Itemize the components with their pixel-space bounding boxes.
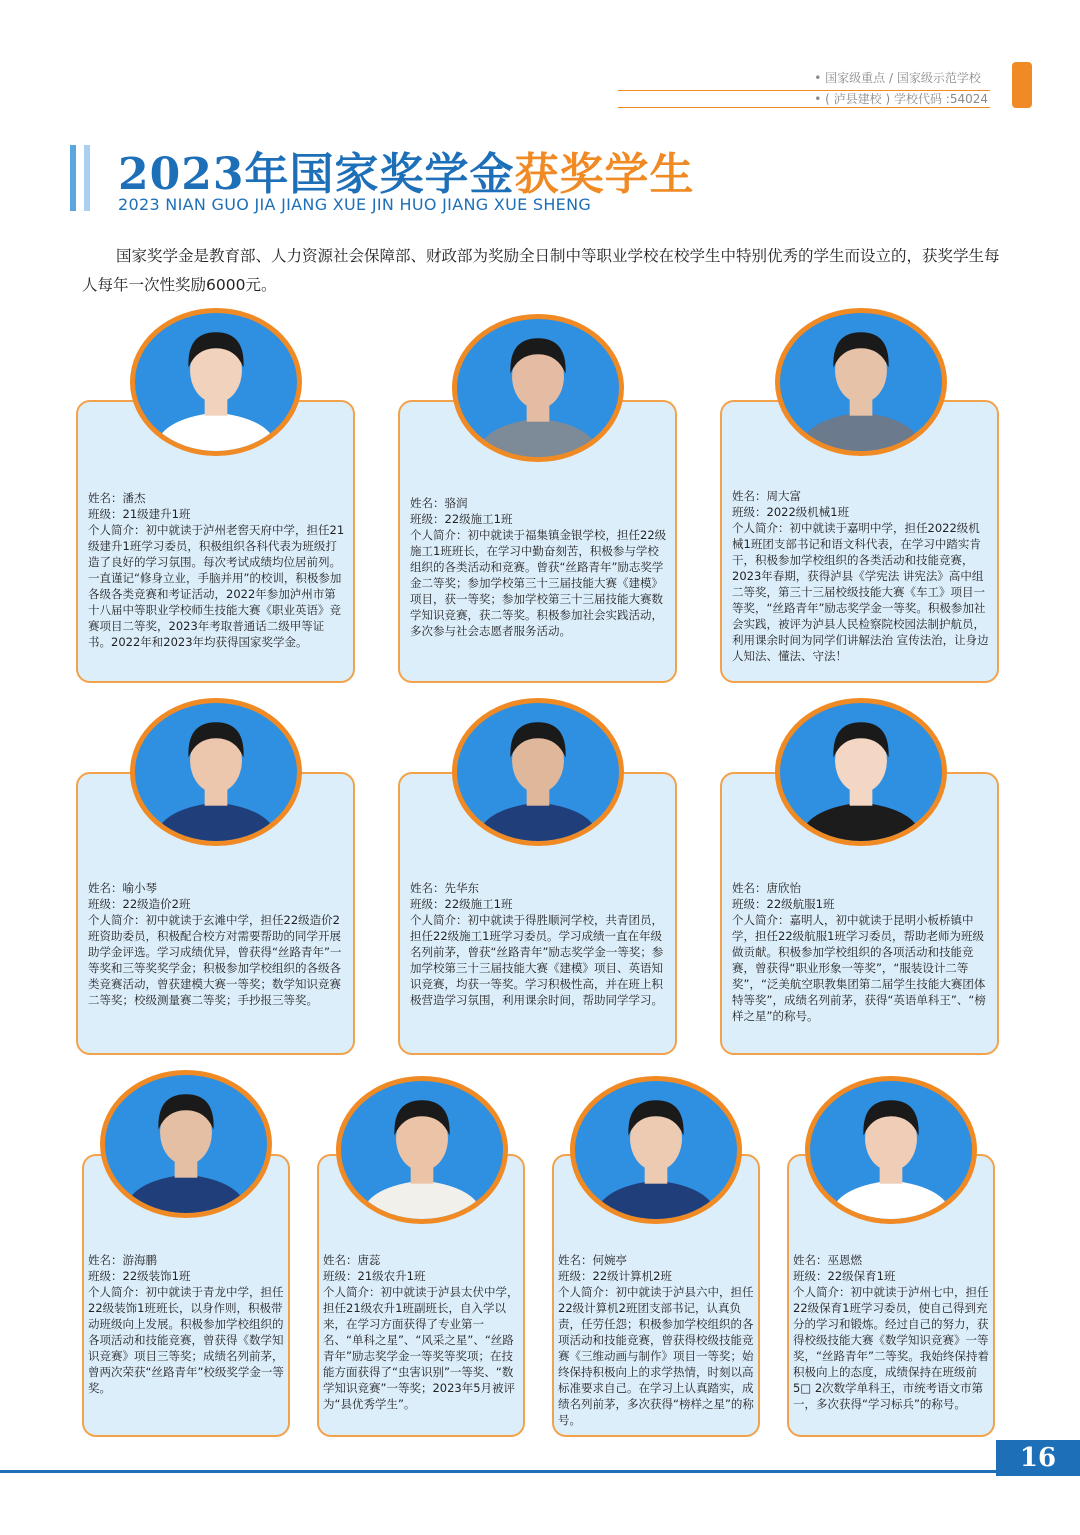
- student-bio: 个人简介：初中就读于玄滩中学，担任22级造价2班资助委员，积极配合校方对需要帮助的同学开展助学金评选。学习成绩优异，曾获得“丝路青年”一等奖和三等奖奖学金；积极参加学校组织的各级各类竞赛活动，曾获建模大赛一等奖；数学知识竞赛二等奖；校级测量赛二等奖；手抄报三等奖。: [88, 913, 342, 1007]
- student-info: [88, 880, 346, 1008]
- student-bio: 个人简介：初中就读于青龙中学，担任22级装饰1班班长，以身作则，积极带动班级向上发展。积极参加学校组织的各项活动和技能竞赛，曾获得《数学知识竞赛》项目三等奖；成绩名列前茅，曾两次荣获“丝路青年”校级奖学金一等奖。: [88, 1285, 284, 1395]
- student-bio: 个人简介：嘉明人，初中就读于昆明小板桥镇中学，担任22级航服1班学习委员，帮助老师为班级做贡献。积极参加学校组织的各项活动和技能竞赛，曾获得“职业形象一等奖”，“服装设计二等奖”，“泛美航空职教集团第二届学生技能大赛团体特等奖”，成绩名列前茅，获得“英语单科王”、“榜样之星”的称号。: [732, 913, 986, 1023]
- student-name: 姓名：骆润: [410, 496, 468, 510]
- student-info: [88, 1252, 284, 1396]
- student-class: 班级：22级施工1班: [410, 897, 513, 911]
- portrait-silhouette: [780, 313, 942, 451]
- student-bio: 个人简介：初中就读于泸县六中，担任22级计算机2班团支部书记，认真负责，任劳任怨；积极参加学校组织的各项活动和技能竞赛，曾获得校级技能竞赛《三维动画与制作》项目一等奖；始终保持积极向上的求学热情，时刻以高标准要求自己。在学习上认真踏实，成绩名列前茅，多次获得“榜样之星”的称号。: [558, 1285, 754, 1427]
- student-info: [732, 488, 990, 664]
- student-name: 姓名：何婉亭: [558, 1253, 627, 1267]
- student-info: [558, 1252, 754, 1428]
- portrait-silhouette: [575, 1081, 737, 1219]
- student-class: 班级：22级保育1班: [793, 1269, 896, 1283]
- title-accent-bar-light: [84, 145, 90, 211]
- header-divider-2: [618, 107, 990, 108]
- footer-line: [0, 1470, 996, 1473]
- portrait-silhouette: [780, 703, 942, 841]
- student-info: [410, 880, 668, 1008]
- student-name: 姓名：喻小琴: [88, 881, 157, 895]
- student-photo: [775, 698, 947, 846]
- student-photo: [130, 308, 302, 456]
- student-name: 姓名：先华东: [410, 881, 479, 895]
- student-class: 班级：2022级机械1班: [732, 505, 850, 519]
- student-photo: [570, 1076, 742, 1224]
- student-class: 班级：21级农升1班: [323, 1269, 426, 1283]
- portrait-silhouette: [135, 313, 297, 451]
- student-name: 姓名：潘杰: [88, 491, 146, 505]
- title-accent-bar: [70, 145, 76, 211]
- student-info: [410, 495, 668, 639]
- student-photo: [336, 1076, 508, 1224]
- student-class: 班级：22级计算机2班: [558, 1269, 672, 1283]
- portrait-silhouette: [135, 703, 297, 841]
- student-info: [88, 490, 346, 650]
- header-divider-1: [618, 90, 990, 91]
- student-bio: 个人简介：初中就读于泸州老窖天府中学，担任21级建升1班学习委员，积极组织各科代表为班级打造了良好的学习氛围。每次考试成绩均位居前列。一直谨记“修身立业，手脑并用”的校训，积极参加各级各类竞赛和考证活动，2022年参加泸州市第十八届中等职业学校师生技能大赛《职业英语》竞赛项目二等奖，2023年考取普通话二级甲等证书。2022年和2023年均获得国家奖学金。: [88, 523, 345, 649]
- header-line-1: • 国家级重点 / 国家级示范学校: [814, 71, 981, 85]
- title-part-orange: 获奖学生: [514, 149, 695, 200]
- student-photo: [100, 1070, 272, 1218]
- student-name: 姓名：巫恩燃: [793, 1253, 862, 1267]
- student-bio: 个人简介：初中就读于得胜顺河学校，共青团员，担任22级施工1班学习委员。学习成绩一直在年级名列前茅，曾获“丝路青年”励志奖学金一等奖；参加学校第三十三届技能大赛《建模》项目、英语知识竞赛，均获一等奖。学习积极性高，并在班上积极营造学习氛围，利用课余时间，帮助同学学习。: [410, 913, 664, 1007]
- portrait-silhouette: [457, 319, 619, 457]
- page-title: [118, 138, 694, 202]
- student-bio: 个人简介：初中就读于泸州七中，担任22级保育1班学习委员，使自己得到充分的学习和锻炼。经过自己的努力，获得校级技能大赛《数学知识竞赛》一等奖，“丝路青年”二等奖。我始终保持着积极向上的态度，成绩保持在班级前5□ 2次数学单科王，市统考语文市第一，多次获得“学习标兵”的称号。: [793, 1285, 989, 1411]
- student-class: 班级：22级施工1班: [410, 512, 513, 526]
- student-photo: [452, 314, 624, 462]
- page-subtitle: 2023 NIAN GUO JIA JIANG XUE JIN HUO JIANG XUE SHENG: [118, 195, 592, 214]
- student-photo: [130, 698, 302, 846]
- corner-tab: [1012, 62, 1032, 108]
- student-name: 姓名：唐蕊: [323, 1253, 381, 1267]
- student-class: 班级：22级航服1班: [732, 897, 835, 911]
- portrait-silhouette: [457, 703, 619, 841]
- portrait-silhouette: [810, 1081, 972, 1219]
- student-class: 班级：22级造价2班: [88, 897, 191, 911]
- student-bio: 个人简介：初中就读于福集镇金银学校，担任22级施工1班班长，在学习中勤奋刻苦，积极参与学校组织的各类活动和竞赛。曾获“丝路青年”励志奖学金二等奖；参加学校第三十三届技能大赛《建模》项目，获一等奖；参加学校第三十三届技能大赛数学知识竞赛，获二等奖。积极参加社会实践活动，多次参与社会志愿者服务活动。: [410, 528, 667, 638]
- header-line-2: • ( 泸县建校 ) 学校代码 :54024: [814, 92, 988, 106]
- portrait-silhouette: [341, 1081, 503, 1219]
- student-name: 姓名：周大富: [732, 489, 801, 503]
- student-name: 姓名：游海鹏: [88, 1253, 157, 1267]
- student-info: [793, 1252, 989, 1412]
- student-photo: [775, 308, 947, 456]
- page-number: 16: [996, 1440, 1080, 1476]
- student-info: [323, 1252, 519, 1412]
- intro-paragraph: 国家奖学金是教育部、人力资源社会保障部、财政部为奖励全日制中等职业学校在校学生中特别优秀的学生而设立的，获奖学生每人每年一次性奖励6000元。: [82, 247, 1000, 294]
- student-name: 姓名：唐欣怡: [732, 881, 801, 895]
- title-part-blue: 2023年国家奖学金: [118, 149, 515, 200]
- student-class: 班级：21级建升1班: [88, 507, 191, 521]
- school-header: [814, 68, 988, 110]
- student-bio: 个人简介：初中就读于嘉明中学，担任2022级机械1班团支部书记和语文科代表，在学习中踏实肯干，积极参加学校组织的各类活动和技能竞赛，2023年春期，获得泸县《学宪法 讲宪法》高中组二等奖，第三十三届校级技能大赛《车工》项目一等奖，“丝路青年”励志奖学金一等奖。积极参加社会实践，被评为泸县人民检察院校园法制护航员，利用课余时间为同学们讲解法治 宣传法治，让身边人知法、懂法、守法！: [732, 521, 989, 663]
- portrait-silhouette: [105, 1075, 267, 1213]
- student-photo: [805, 1076, 977, 1224]
- student-bio: 个人简介：初中就读于泸县太伏中学，担任21级农升1班副班长，自入学以来，在学习方面获得了专业第一名、“单科之星”、“风采之星”、“丝路青年”励志奖学金一等奖等奖项；在技能方面获得了“虫害识别”一等奖、“数学知识竞赛”一等奖；2023年5月被评为“县优秀学生”。: [323, 1285, 519, 1411]
- student-info: [732, 880, 990, 1024]
- student-photo: [452, 698, 624, 846]
- student-class: 班级：22级装饰1班: [88, 1269, 191, 1283]
